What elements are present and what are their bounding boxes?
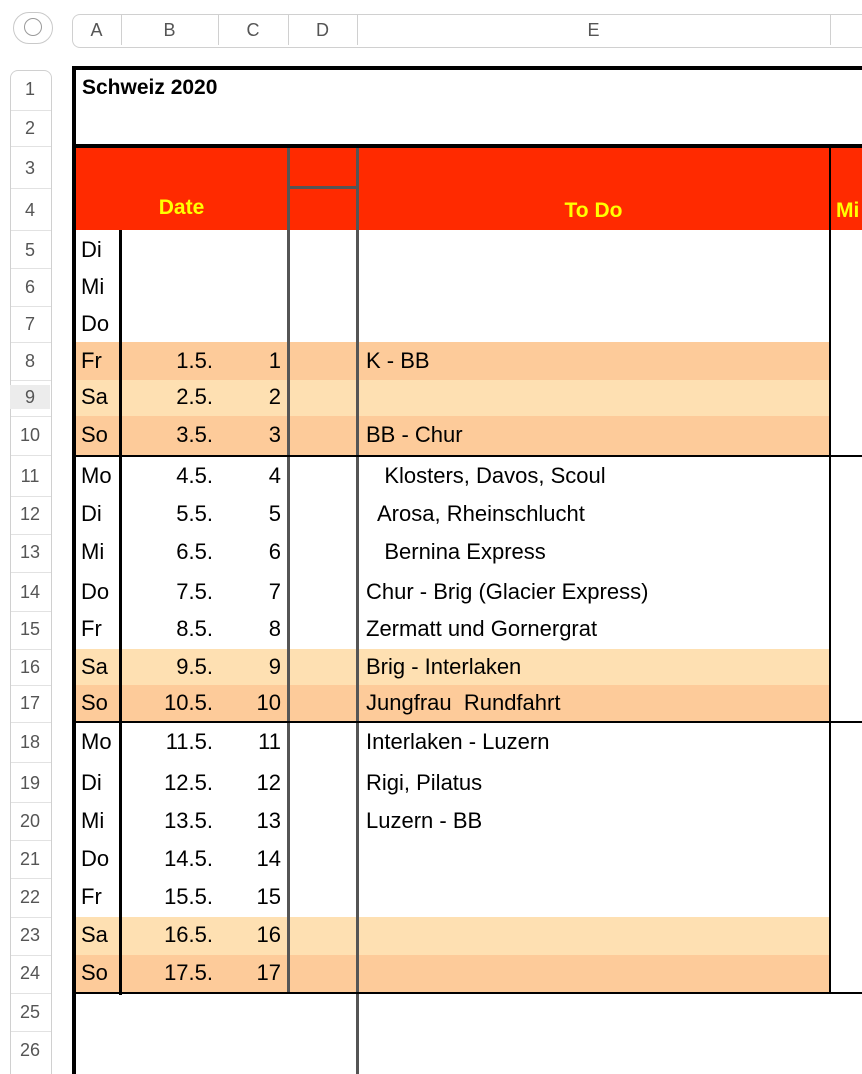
row-header-divider	[11, 572, 51, 573]
row-header-16[interactable]: 16	[19, 657, 41, 677]
row-header-divider	[11, 146, 51, 147]
cell-todo[interactable]: Brig - Interlaken	[366, 654, 522, 679]
row-header-9[interactable]: 9	[10, 385, 50, 409]
cell-day-number[interactable]: 14	[256, 846, 281, 871]
cell-date[interactable]: 15.5.	[164, 884, 213, 909]
table-border-bottom	[75, 992, 862, 994]
cell-day-number[interactable]: 16	[256, 922, 281, 947]
col-e-border	[829, 148, 831, 994]
cell-day[interactable]: So	[81, 690, 108, 715]
cell-day[interactable]: Di	[81, 237, 102, 262]
row-header-20[interactable]: 20	[19, 811, 41, 831]
row-header-1[interactable]: 1	[24, 79, 35, 99]
cell-date[interactable]: 8.5.	[176, 616, 213, 641]
cell-day[interactable]: Sa	[81, 654, 108, 679]
row-header-3[interactable]: 3	[24, 158, 35, 178]
row-header-25[interactable]: 25	[19, 1002, 41, 1022]
row-header-divider	[11, 1031, 51, 1032]
row-header-divider	[11, 268, 51, 269]
cell-day[interactable]: Do	[81, 579, 110, 604]
cell-date[interactable]: 17.5.	[164, 960, 213, 985]
row-header-2[interactable]: 2	[24, 118, 35, 138]
cell-date[interactable]: 16.5.	[164, 922, 213, 947]
cell-date[interactable]: 12.5.	[164, 770, 213, 795]
cell-day[interactable]: Mi	[81, 808, 105, 833]
week-divider	[75, 455, 862, 457]
cell-day[interactable]: Do	[81, 846, 110, 871]
cell-date[interactable]: 7.5.	[176, 579, 213, 604]
cell-date[interactable]: 6.5.	[176, 539, 213, 564]
row-header-divider	[11, 188, 51, 189]
cell-day-number[interactable]: 3	[268, 422, 281, 447]
row-header-divider	[11, 534, 51, 535]
cell-day-number[interactable]: 6	[268, 539, 281, 564]
column-header-b[interactable]: B	[163, 20, 176, 40]
row-header-15[interactable]: 15	[19, 619, 41, 639]
cell-todo[interactable]: Chur - Brig (Glacier Express)	[366, 579, 649, 604]
row-header-divider	[11, 993, 51, 994]
cell-day-number[interactable]: 5	[268, 501, 281, 526]
cell-date[interactable]: 5.5.	[176, 501, 213, 526]
table-border-top	[72, 66, 862, 70]
header-d-split	[288, 186, 358, 189]
header-next-column: Mi	[836, 199, 860, 222]
cell-day[interactable]: Mi	[81, 274, 105, 299]
cell-day-number[interactable]: 8	[268, 616, 281, 641]
cell-todo[interactable]: BB - Chur	[366, 422, 463, 447]
col-d-border	[356, 148, 359, 1074]
row-header-10[interactable]: 10	[19, 425, 41, 445]
cell-todo[interactable]: Interlaken - Luzern	[366, 729, 550, 754]
cell-day-number[interactable]: 2	[268, 384, 281, 409]
cell-day[interactable]: So	[81, 960, 108, 985]
row-header-divider	[11, 917, 51, 918]
row-header-divider	[11, 110, 51, 111]
row-header-18[interactable]: 18	[19, 732, 41, 752]
row-header-19[interactable]: 19	[19, 773, 41, 793]
table-border-left	[72, 66, 76, 1074]
cell-date[interactable]: 10.5.	[164, 690, 213, 715]
row-header-divider	[11, 649, 51, 650]
row-header-23[interactable]: 23	[19, 925, 41, 945]
column-header-e[interactable]: E	[587, 20, 600, 40]
cell-day-number[interactable]: 13	[256, 808, 281, 833]
row-header-17[interactable]: 17	[19, 693, 41, 713]
row-header-divider	[11, 955, 51, 956]
column-header-d[interactable]: D	[316, 20, 329, 40]
cell-todo[interactable]: Jungfrau Rundfahrt	[366, 690, 561, 715]
cell-date[interactable]: 9.5.	[176, 654, 213, 679]
cell-day[interactable]: Di	[81, 501, 102, 526]
row-header-12[interactable]: 12	[19, 504, 41, 524]
row-header-26[interactable]: 26	[19, 1040, 41, 1060]
cell-todo[interactable]: Klosters, Davos, Scoul	[366, 463, 606, 488]
row-header-divider	[11, 496, 51, 497]
row-header-8[interactable]: 8	[24, 351, 35, 371]
row-header-divider	[11, 878, 51, 879]
cell-day-number[interactable]: 9	[268, 654, 281, 679]
sheet-title: Schweiz 2020	[82, 76, 218, 99]
cell-todo[interactable]: Bernina Express	[366, 539, 546, 564]
row-header-divider	[11, 455, 51, 456]
week-divider	[75, 721, 862, 723]
cell-day[interactable]: Mi	[81, 539, 105, 564]
cell-date[interactable]: 4.5.	[176, 463, 213, 488]
cell-day-number[interactable]: 1	[268, 348, 281, 373]
select-all-button[interactable]	[13, 12, 53, 44]
cell-day-number[interactable]: 10	[256, 690, 281, 715]
row-header-divider	[11, 840, 51, 841]
row-header-21[interactable]: 21	[19, 849, 41, 869]
cell-date[interactable]: 13.5.	[164, 808, 213, 833]
cell-day[interactable]: Fr	[81, 884, 102, 909]
title-border-bottom	[72, 144, 862, 148]
cell-todo[interactable]: K - BB	[366, 348, 430, 373]
row-header-11[interactable]: 11	[20, 466, 40, 486]
row-header-divider	[11, 380, 51, 381]
row-header-divider	[11, 230, 51, 231]
row-header-14[interactable]: 14	[19, 582, 41, 602]
cell-day-number[interactable]: 7	[268, 579, 281, 604]
cell-day[interactable]: So	[81, 422, 108, 447]
cell-date[interactable]: 3.5.	[176, 422, 213, 447]
row-header-divider	[11, 802, 51, 803]
row-header-divider	[11, 762, 51, 763]
row-header-divider	[11, 416, 51, 417]
cell-day[interactable]: Mo	[81, 729, 112, 754]
row-header-divider	[11, 685, 51, 686]
cell-day[interactable]: Fr	[81, 616, 102, 641]
cell-day[interactable]: Di	[81, 770, 102, 795]
column-divider	[830, 15, 831, 45]
column-header-a[interactable]: A	[90, 20, 103, 40]
row-header-divider	[11, 722, 51, 723]
cell-day-number[interactable]: 4	[268, 463, 281, 488]
cell-date[interactable]: 1.5.	[176, 348, 213, 373]
row-header-22[interactable]: 22	[19, 887, 41, 907]
cell-day[interactable]: Do	[81, 311, 110, 336]
row-header-6[interactable]: 6	[24, 277, 35, 297]
cell-todo[interactable]: Zermatt und Gornergrat	[366, 616, 598, 641]
cell-day-number[interactable]: 11	[258, 729, 281, 754]
cell-todo[interactable]: Luzern - BB	[366, 808, 483, 833]
cell-day[interactable]: Sa	[81, 384, 108, 409]
cell-todo[interactable]: Rigi, Pilatus	[366, 770, 483, 795]
cell-day-number[interactable]: 15	[256, 884, 281, 909]
cell-day[interactable]: Fr	[81, 348, 102, 373]
row-header-5[interactable]: 5	[24, 240, 35, 260]
col-a-border	[119, 230, 122, 995]
row-header-13[interactable]: 13	[19, 542, 41, 562]
cell-day-number[interactable]: 17	[256, 960, 281, 985]
row-header-divider	[11, 342, 51, 343]
cell-day[interactable]: Mo	[81, 463, 112, 488]
cell-day[interactable]: Sa	[81, 922, 108, 947]
row-header-24[interactable]: 24	[19, 963, 41, 983]
cell-todo[interactable]: Arosa, Rheinschlucht	[366, 501, 585, 526]
row-header-7[interactable]: 7	[24, 314, 35, 334]
cell-date[interactable]: 2.5.	[176, 384, 213, 409]
cell-date[interactable]: 11.5.	[165, 729, 213, 754]
row-header-divider	[11, 611, 51, 612]
cell-date[interactable]: 14.5.	[164, 846, 213, 871]
header-todo: To Do	[564, 199, 623, 222]
col-c-border	[287, 148, 290, 994]
row-header-4[interactable]: 4	[24, 200, 35, 220]
row-header-divider	[11, 306, 51, 307]
header-date: Date	[158, 196, 205, 219]
cell-day-number[interactable]: 12	[256, 770, 281, 795]
column-header-c[interactable]: C	[246, 20, 260, 40]
